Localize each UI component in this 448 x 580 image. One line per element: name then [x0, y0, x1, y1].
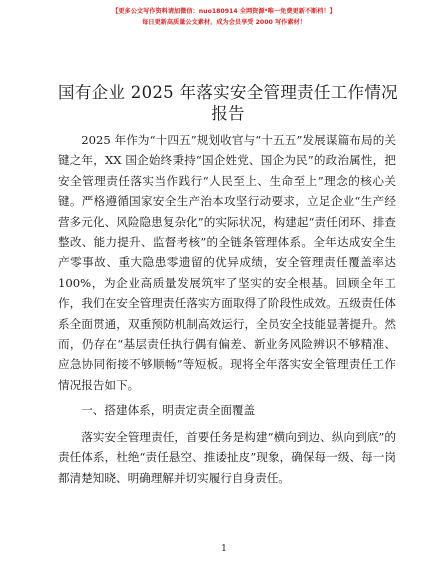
promo-banner-line2: 每日更新高质量公文素材，成为会员享受 2000 写作素材！	[142, 19, 306, 26]
page-number: 1	[221, 544, 227, 554]
promo-banner-line1: 【更多公文写作资料请加微信：nuo180914 全网资源*唯一免费更新不断档！】	[112, 8, 336, 15]
section-heading: 一、搭建体系，明责定责全面覆盖	[81, 403, 256, 418]
document-title: 国有企业 2025 年落实安全管理责任工作情况报告	[58, 83, 398, 123]
promo-banner	[0, 6, 448, 28]
document-body	[58, 130, 396, 488]
section-paragraph: 落实安全管理责任，首要任务是构建“横向到边、纵向到底”的责任体系，杜绝“责任悬空、推诿扯皮”现象，确保每一级、每一岗都清楚知晓、明确理解并切实履行自身责任。	[58, 429, 396, 485]
intro-paragraph: 2025 年作为“十四五”规划收官与“十五五”发展谋篇布局的关键之年，XX 国企始终秉持“国企姓党、国企为民”的政治属性，把安全管理责任落实当作践行“人民至上、生命至上”理念的核心关键。严格遵循国家安全生产治本攻坚行动要求，立足企业“生产经营多元化、风险隐患复杂化”的实际状况，构建起“责任闭环、排查整改、能力提升、监督考核”的全链条管理体系。全年达成安全生产零事故、重大隐患零遗留的优异成绩，安全管理责任覆盖率达 100%，为企业高质量发展筑牢了坚实的安全根基。回顾全年工作，我们在安全管理责任落实方面取得了阶段性成效。五级责任体系全面贯通，双重预防机制高效运行，全员安全技能显著提升。然而，仍存在“基层责任执行偶有偏差、新业务风险辨识不够精准、应急协同衔接不够顺畅”等短板。现将全年落实安全管理责任工作情况报告如下。	[58, 133, 396, 392]
